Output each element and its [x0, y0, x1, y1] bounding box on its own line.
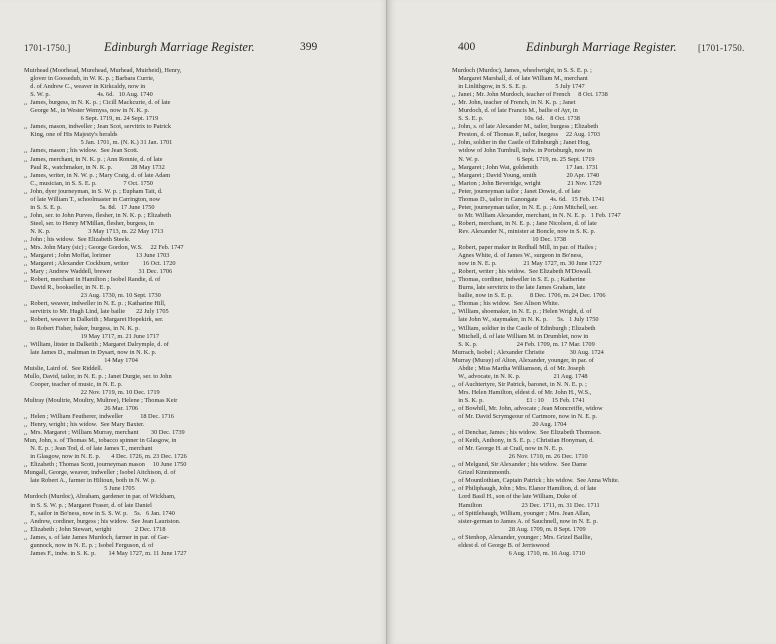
- register-line: Mun, John, s. of Thomas M., tobacco spinner in Glasgow, in: [24, 437, 177, 445]
- register-line: Burns, late servitrix to the late James Graham, late: [452, 284, 586, 292]
- register-line: King, one of His Majesty's heralds: [24, 131, 118, 139]
- right-running-title: Edinburgh Marriage Register.: [526, 40, 677, 54]
- register-line: Agnes White, d. of James W., surgeon in Bo'ness,: [452, 252, 583, 260]
- register-line: to Robert Fisher, baker, burgess, in N. K. p.: [24, 324, 140, 332]
- register-line: F., sailor in Bo'ness, now in S. S. W. p. 5s. 6 Jan. 1740: [24, 509, 175, 517]
- register-line: ,, Henry, wright ; his widow. See Mary Baxter.: [24, 421, 145, 429]
- register-line: N. W. p. 6 Sept. 1719, m. 25 Sept. 1719: [452, 155, 595, 163]
- register-line: ,, Robert, weaver, indweller in N. E. p. ; Katharine Hill,: [24, 300, 166, 308]
- register-line: ,, Mrs. John Mary (sic) ; George Gordon, W.S. 22 Feb. 1747: [24, 244, 184, 252]
- register-line: Muirhead (Moorhead, Murehead, Murhead, Muirheid), Henry,: [24, 67, 182, 74]
- register-line: ,, William, soldier in the Castle of Edinburgh ; Elizabeth: [452, 324, 596, 332]
- register-line: N. K. p. 3 May 1713, m. 22 May 1713: [24, 227, 164, 235]
- register-line: sister-german to James A. of Sauchnell, now in N. E. p.: [452, 517, 598, 525]
- register-line: C., musician, in S. S. E. p. 7 Oct. 1750: [24, 179, 153, 187]
- right-page: [388, 0, 776, 644]
- register-line: ,, James, s. of late James Murdoch, farmer in par. of Gar-: [24, 533, 170, 541]
- register-line: in S. K. p. £1 : 10 15 Feb. 1741: [452, 396, 585, 404]
- register-line: ,, John ; his widow. See Elizabeth Steele.: [24, 235, 131, 243]
- register-line: ,, Helen ; William Feutherer, indweller 18 Dec. 1716: [24, 413, 174, 421]
- register-line: ,, Robert, paper maker in Redhall Mill, in par. of Hailes ;: [452, 244, 597, 252]
- register-line: 26 Nov. 1710, m. 26 Dec. 1710: [452, 453, 588, 461]
- register-line: Murdoch (Murdoc), James, wheelwright, in S. S. E. p. ;: [452, 67, 592, 74]
- register-line: ,, William, shoemaker, in N. E. p. ; Helen Wright, d. of: [452, 308, 592, 316]
- register-line: late John W., staymaker, in N. K. p. 5s. 1 July 1750: [452, 316, 599, 324]
- right-page-header: [388, 40, 776, 56]
- register-line: 6 Sept. 1719, m. 24 Sept. 1719: [24, 115, 159, 123]
- right-date-range: [1701-1750.: [698, 43, 745, 53]
- register-line: Margaret Marshall, d. of late William M., merchant: [452, 75, 588, 83]
- register-line: ,, of Mountlothian, Captain Patrick ; his widow. See Anna White.: [452, 477, 620, 485]
- register-line: ,, Marion ; John Beveridge, wright 21 Nov. 1729: [452, 179, 602, 187]
- register-line: ,, Andrew, cordiner, burgess ; his widow. See Jean Lauriston.: [24, 517, 181, 525]
- register-line: Mrs. Helen Hamilton, eldest d. of Mr. John H., W.S.,: [452, 388, 592, 396]
- register-line: eldest d. of George B. of Jerriswood: [452, 541, 550, 549]
- register-line: ,, John, ser. to John Purves, flesher, in N. K. p. ; Elizabeth: [24, 211, 172, 219]
- register-line: ,, John, soldier in the Castle of Edinburgh ; Janet Hog,: [452, 139, 591, 147]
- register-line: Thomas D., tailor in Canongate 4s. 6d. 15 Feb. 1741: [452, 195, 605, 203]
- register-line: of late William T., schoolmaster in Carrington, now: [24, 195, 161, 203]
- register-line: in S. S. E. p. 5s. 8d. 17 June 1750: [24, 203, 155, 211]
- right-register-column: [452, 67, 748, 636]
- register-line: ,, of Denchar, James ; his widow. See Elizabeth Thomson.: [452, 429, 602, 437]
- register-line: 14 May 1704: [24, 356, 138, 364]
- register-line: ,, of Auchtertyre, Sir Patrick, baronet, in N. N. E. p. ;: [452, 380, 587, 388]
- register-line: ,, James, writer, in N. W. p. ; Mary Craig, d. of late Adam: [24, 171, 171, 179]
- register-line: W., advocate, in N. K. p. 21 Aug. 1748: [452, 372, 588, 380]
- register-line: Multray (Moultrie, Moultry, Multree), Helene ; Thomas Keir: [24, 396, 178, 404]
- register-line: Mullo, David, tailor, in N. E. p. ; Janet Durgie, ser. to John: [24, 372, 172, 380]
- register-line: ,, Margaret ; John Moffat, lorimer 13 June 1703: [24, 252, 170, 260]
- register-line: ,, Peter, journeyman tailor ; Janet Dowie, d. of late: [452, 187, 581, 195]
- left-running-title: Edinburgh Marriage Register.: [104, 40, 255, 54]
- register-line: Murdoch, d. of late Francis M., bailie of Ayr, in: [452, 107, 578, 115]
- register-line: ,, Mr. John, teacher of French, in N. K. p. ; Janet: [452, 99, 576, 107]
- register-line: ,, Mary ; Andrew Waddell, brewer 31 Dec. 1706: [24, 268, 173, 276]
- register-line: Mungall, George, weaver, indweller ; Isobel Aitchison, d. of: [24, 469, 176, 477]
- register-line: ,, James, mason, indweller ; Jean Scot, servitrix to Patrick: [24, 123, 172, 131]
- register-line: James F., indw. in S. K. p. 14 May 1727, m. 11 June 1727: [24, 549, 187, 557]
- register-line: ,, Elizabeth ; Thomas Scott, journeyman mason 10 June 1750: [24, 461, 187, 469]
- register-line: gunnock, now in N. E. p. ; Isobel Ferguson, d. of: [24, 541, 154, 549]
- register-line: of Mr. David Scrymgeour of Cartmore, now in N. E. p.: [452, 413, 597, 421]
- register-line: Murdoch (Murdoc), Abraham, gardener in par. of Wickham,: [24, 493, 176, 501]
- register-line: of Mr. George H. at Crail, now in N. E. p.: [452, 445, 564, 453]
- register-line: Steel, ser. to Henry M'Millan, flesher, burgess, in: [24, 219, 154, 227]
- register-line: late James D., maltman in Dysart, now in N. K. p.: [24, 348, 157, 356]
- register-line: George M., in Wester Wemyss, now in N. K. p.: [24, 107, 150, 115]
- register-line: Paul R., watchmaker, in N. K. p. 28 May 1732: [24, 163, 165, 171]
- register-line: bailie, now in S. E. p. 8 Dec. 1706, m. 24 Dec. 1706: [452, 292, 606, 300]
- register-line: 28 Aug. 1709, m. 8 Sept. 1709: [452, 525, 586, 533]
- register-line: now in N. E. p. 21 May 1727, m. 30 June 1727: [452, 260, 602, 268]
- register-line: Mitchell, d. of late William M. in Drumblet, now in: [452, 332, 589, 340]
- register-line: 20 Aug. 1704: [452, 421, 567, 429]
- register-line: S. K. p. 24 Feb. 1709, m. 17 Mar. 1709: [452, 340, 595, 348]
- register-line: ,, Elizabeth ; John Stewart, wright 2 Dec. 1718: [24, 525, 166, 533]
- register-line: ,, of Keith, Anthony, in S. E. p. ; Christian Honyman, d.: [452, 437, 594, 445]
- register-line: ,, Robert, weaver in Dalkeith ; Margaret Hopekirk, ser.: [24, 316, 164, 324]
- register-line: late Robert A., farmer in Hiltoun, both in N. W. p.: [24, 477, 156, 485]
- register-line: ,, James, burgess, in N. K. p. ; Cicill Mackcurie, d. of late: [24, 99, 171, 107]
- register-line: S. W. p. 4s. 6d. 10 Aug. 1740: [24, 91, 153, 99]
- register-line: ,, Thomas, cordiner, indweller in S. E. p. ; Katherine: [452, 276, 586, 284]
- register-line: ,, Peter, journeyman tailor, in N. E. p. ; Ann Mitchell, ser.: [452, 203, 598, 211]
- register-line: 19 May 1717, m. 21 June 1717: [24, 332, 160, 340]
- register-line: ,, John, s. of late Alexander M., tailor, burgess ; Elizabeth: [452, 123, 599, 131]
- register-line: in S. S. W. p. ; Margaret Fraser, d. of late Daniel: [24, 501, 152, 509]
- register-line: ,, Robert, merchant in Hamilton ; Isobel Randie, d. of: [24, 276, 161, 284]
- register-line: 5 June 1705: [24, 485, 135, 493]
- register-line: 23 Aug. 1730, m. 10 Sept. 1730: [24, 292, 161, 300]
- register-line: 26 Mar. 1706: [24, 404, 139, 412]
- register-line: Lord Basil H., son of the late William, Duke of: [452, 493, 577, 501]
- register-line: d. of Andrew C., weaver in Kirkcaldy, now in: [24, 83, 146, 91]
- register-line: Cooper, teacher of music, in N. E. p.: [24, 380, 123, 388]
- register-line: to Mr. William Alexander, merchant, in N. N. E. p. 1 Feb. 1747: [452, 211, 621, 219]
- register-line: ,, Robert, writer ; his widow. See Elizabeth M'Dowall.: [452, 268, 592, 276]
- register-line: widow of John Turnbull, indw. in Portsburgh, now in: [452, 147, 592, 155]
- register-line: David R., bookseller, in N. E. p.: [24, 284, 112, 292]
- register-line: ,, Thomas ; his widow. See Alison White.: [452, 300, 560, 308]
- left-page-number: 399: [300, 41, 318, 53]
- register-line: ,, John, dyer journeyman, in S. W. p. ; Eupham Tait, d.: [24, 187, 163, 195]
- register-line: 10 Dec. 1738: [452, 235, 567, 243]
- register-line: servitrix to Mr. Hugh Lind, late bailie 22 July 1705: [24, 308, 169, 316]
- register-line: 22 Nov. 1719, m. 10 Dec. 1719: [24, 388, 160, 396]
- register-line: Abdie ; Miss Martha Williamson, d. of Mr. Joseph: [452, 364, 585, 372]
- register-line: N. E. p. ; Jean Tod, d. of late James T., merchant: [24, 445, 153, 453]
- register-line: S. S. E. p. 10s. 6d. 8 Oct. 1738: [452, 115, 580, 123]
- right-page-number: 400: [458, 41, 476, 53]
- register-line: in Linlithgow, in S. S. E. p. 5 July 1747: [452, 83, 585, 91]
- register-line: ,, William, litster in Dalkeith ; Margaret Dalrymple, d. of: [24, 340, 169, 348]
- register-line: ,, Robert, merchant, in N. E. p. ; Jane Nicolson, d. of late: [452, 219, 597, 227]
- left-date-range: 1701-1750.]: [24, 43, 71, 53]
- register-line: ,, of Spittlehaugh, William, younger ; Mrs. Jean Allan,: [452, 509, 591, 517]
- register-line: ,, Margaret ; John Wat, goldsmith 17 Jan. 1731: [452, 163, 599, 171]
- register-line: ,, Janet ; Mr. John Murdoch, teacher of French 8 Oct. 1738: [452, 91, 608, 99]
- left-page-header: [0, 40, 388, 56]
- register-line: ,, James, mason ; his widow. See Jean Scott.: [24, 147, 139, 155]
- register-line: in Glasgow, now in N. E. p. 4 Dec. 1726, m. 23 Dec. 1726: [24, 453, 187, 461]
- left-register-column: [24, 67, 324, 636]
- register-line: ,, of Stenhop, Alexander, younger ; Mrs. Grizel Baillie,: [452, 533, 593, 541]
- register-line: ,, Margaret ; David Young, smith 20 Apr. 1740: [452, 171, 600, 179]
- register-line: Muislie, Laird of. See Riddell.: [24, 364, 103, 372]
- register-line: ,, of Bowhill, Mr. John, advocate ; Jean Moncreiffe, widow: [452, 404, 603, 412]
- register-line: 5 Jan. 1701, m. (N. K.) 31 Jan. 1701: [24, 139, 173, 147]
- register-line: Murrach, Isobel ; Alexander Christie 30 Aug. 1724: [452, 348, 604, 356]
- register-line: 6 Aug. 1710, m. 16 Aug. 1710: [452, 549, 585, 557]
- register-line: ,, of Philiphaugh, John ; Mrs. Elanor Hamilton, d. of late: [452, 485, 597, 493]
- register-line: ,, James, merchant, in N. K. p. ; Ann Ronnie, d. of late: [24, 155, 163, 163]
- register-line: Murray (Muray) of Alton, Alexander, younger, in par. of: [452, 356, 594, 364]
- register-line: glover in Goosedub, in W. K. p. ; Barbara Currie,: [24, 75, 155, 83]
- register-line: Rev. Alexander N., minister at Boncle, now in S. K. p.: [452, 227, 596, 235]
- register-line: ,, Margaret ; Alexander Cockburn, writer 16 Oct. 1720: [24, 260, 176, 268]
- register-line: ,, of Melgund, Sir Alexander ; his widow. See Dame: [452, 461, 587, 469]
- register-line: ,, Mrs. Margaret ; William Murray, merchant 30 Dec. 1739: [24, 429, 185, 437]
- register-line: Preston, d. of Thomas P., tailor, burgess 22 Aug. 1703: [452, 131, 601, 139]
- register-line: Grizel Kinninmonth.: [452, 469, 511, 477]
- register-line: Hamilton 23 Dec. 1711, m. 31 Dec. 1711: [452, 501, 600, 509]
